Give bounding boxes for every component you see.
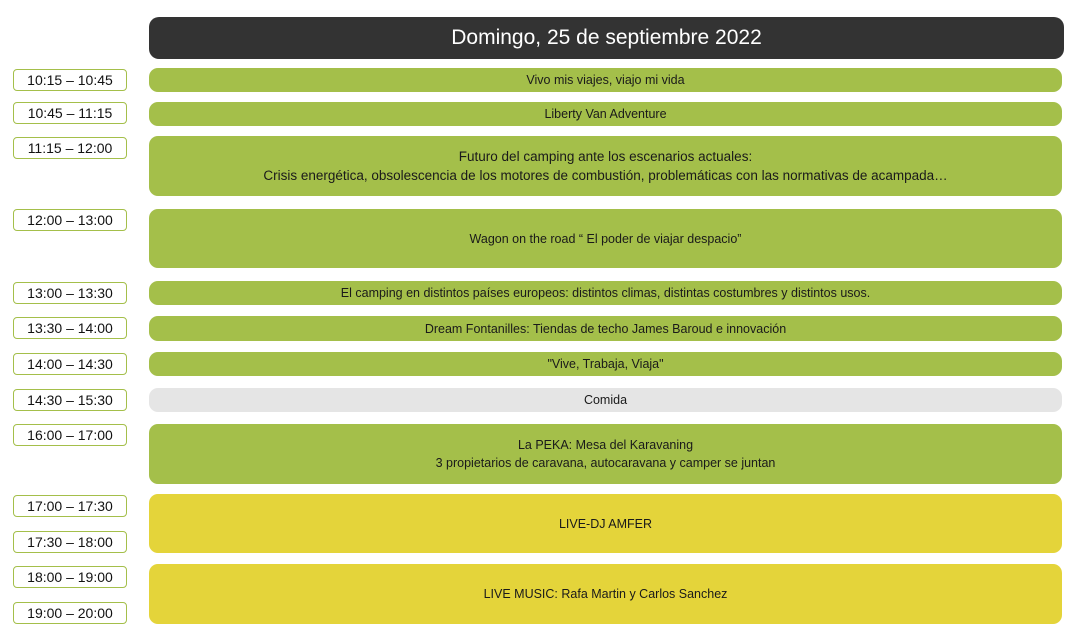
- time-slot: 10:15 – 10:45: [13, 69, 127, 91]
- session-title: La PEKA: Mesa del Karavaning: [517, 438, 694, 452]
- session-title: Vivo mis viajes, viajo mi vida: [526, 73, 685, 87]
- music-block: [149, 494, 1062, 553]
- session-block: [149, 316, 1062, 341]
- session-block: [149, 424, 1062, 484]
- time-slot: 14:30 – 15:30: [13, 389, 127, 411]
- session-subtitle: 3 propietarios de caravana, autocaravana y camper se juntan: [435, 456, 776, 470]
- session-title: Futuro del camping ante los escenarios actuales:: [458, 149, 753, 164]
- session-block: [149, 102, 1062, 126]
- session-block: [149, 136, 1062, 196]
- time-slot: 14:00 – 14:30: [13, 353, 127, 375]
- session-subtitle: Crisis energética, obsolescencia de los motores de combustión, problemáticas con las normativas de acampada…: [263, 168, 948, 183]
- session-title: LIVE-DJ AMFER: [558, 516, 653, 531]
- session-title: Liberty Van Adventure: [544, 107, 667, 121]
- session-title: Dream Fontanilles: Tiendas de techo James Baroud e innovación: [424, 321, 787, 336]
- time-slot: 16:00 – 17:00: [13, 424, 127, 446]
- session-block: [149, 281, 1062, 305]
- time-slot: 10:45 – 11:15: [13, 102, 127, 124]
- session-block: [149, 209, 1062, 268]
- time-slot: 17:00 – 17:30: [13, 495, 127, 517]
- time-slot: 18:00 – 19:00: [13, 566, 127, 588]
- session-block: [149, 352, 1062, 376]
- time-slot: 17:30 – 18:00: [13, 531, 127, 553]
- time-slot: 13:00 – 13:30: [13, 282, 127, 304]
- time-slot: 11:15 – 12:00: [13, 137, 127, 159]
- time-slot: 12:00 – 13:00: [13, 209, 127, 231]
- session-title: "Vive, Trabaja, Viaja": [547, 357, 664, 371]
- session-title: Comida: [583, 393, 628, 407]
- session-title: Wagon on the road “ El poder de viajar despacio”: [469, 231, 742, 246]
- time-slot: 19:00 – 20:00: [13, 602, 127, 624]
- session-title: LIVE MUSIC: Rafa Martin y Carlos Sanchez: [483, 587, 728, 601]
- page-title: Domingo, 25 de septiembre 2022: [149, 17, 1064, 59]
- time-slot: 13:30 – 14:00: [13, 317, 127, 339]
- music-block: [149, 564, 1062, 624]
- session-title: El camping en distintos países europeos: distintos climas, distintas costumbres y distintos usos.: [340, 286, 871, 300]
- session-block: [149, 68, 1062, 92]
- meal-block: [149, 388, 1062, 412]
